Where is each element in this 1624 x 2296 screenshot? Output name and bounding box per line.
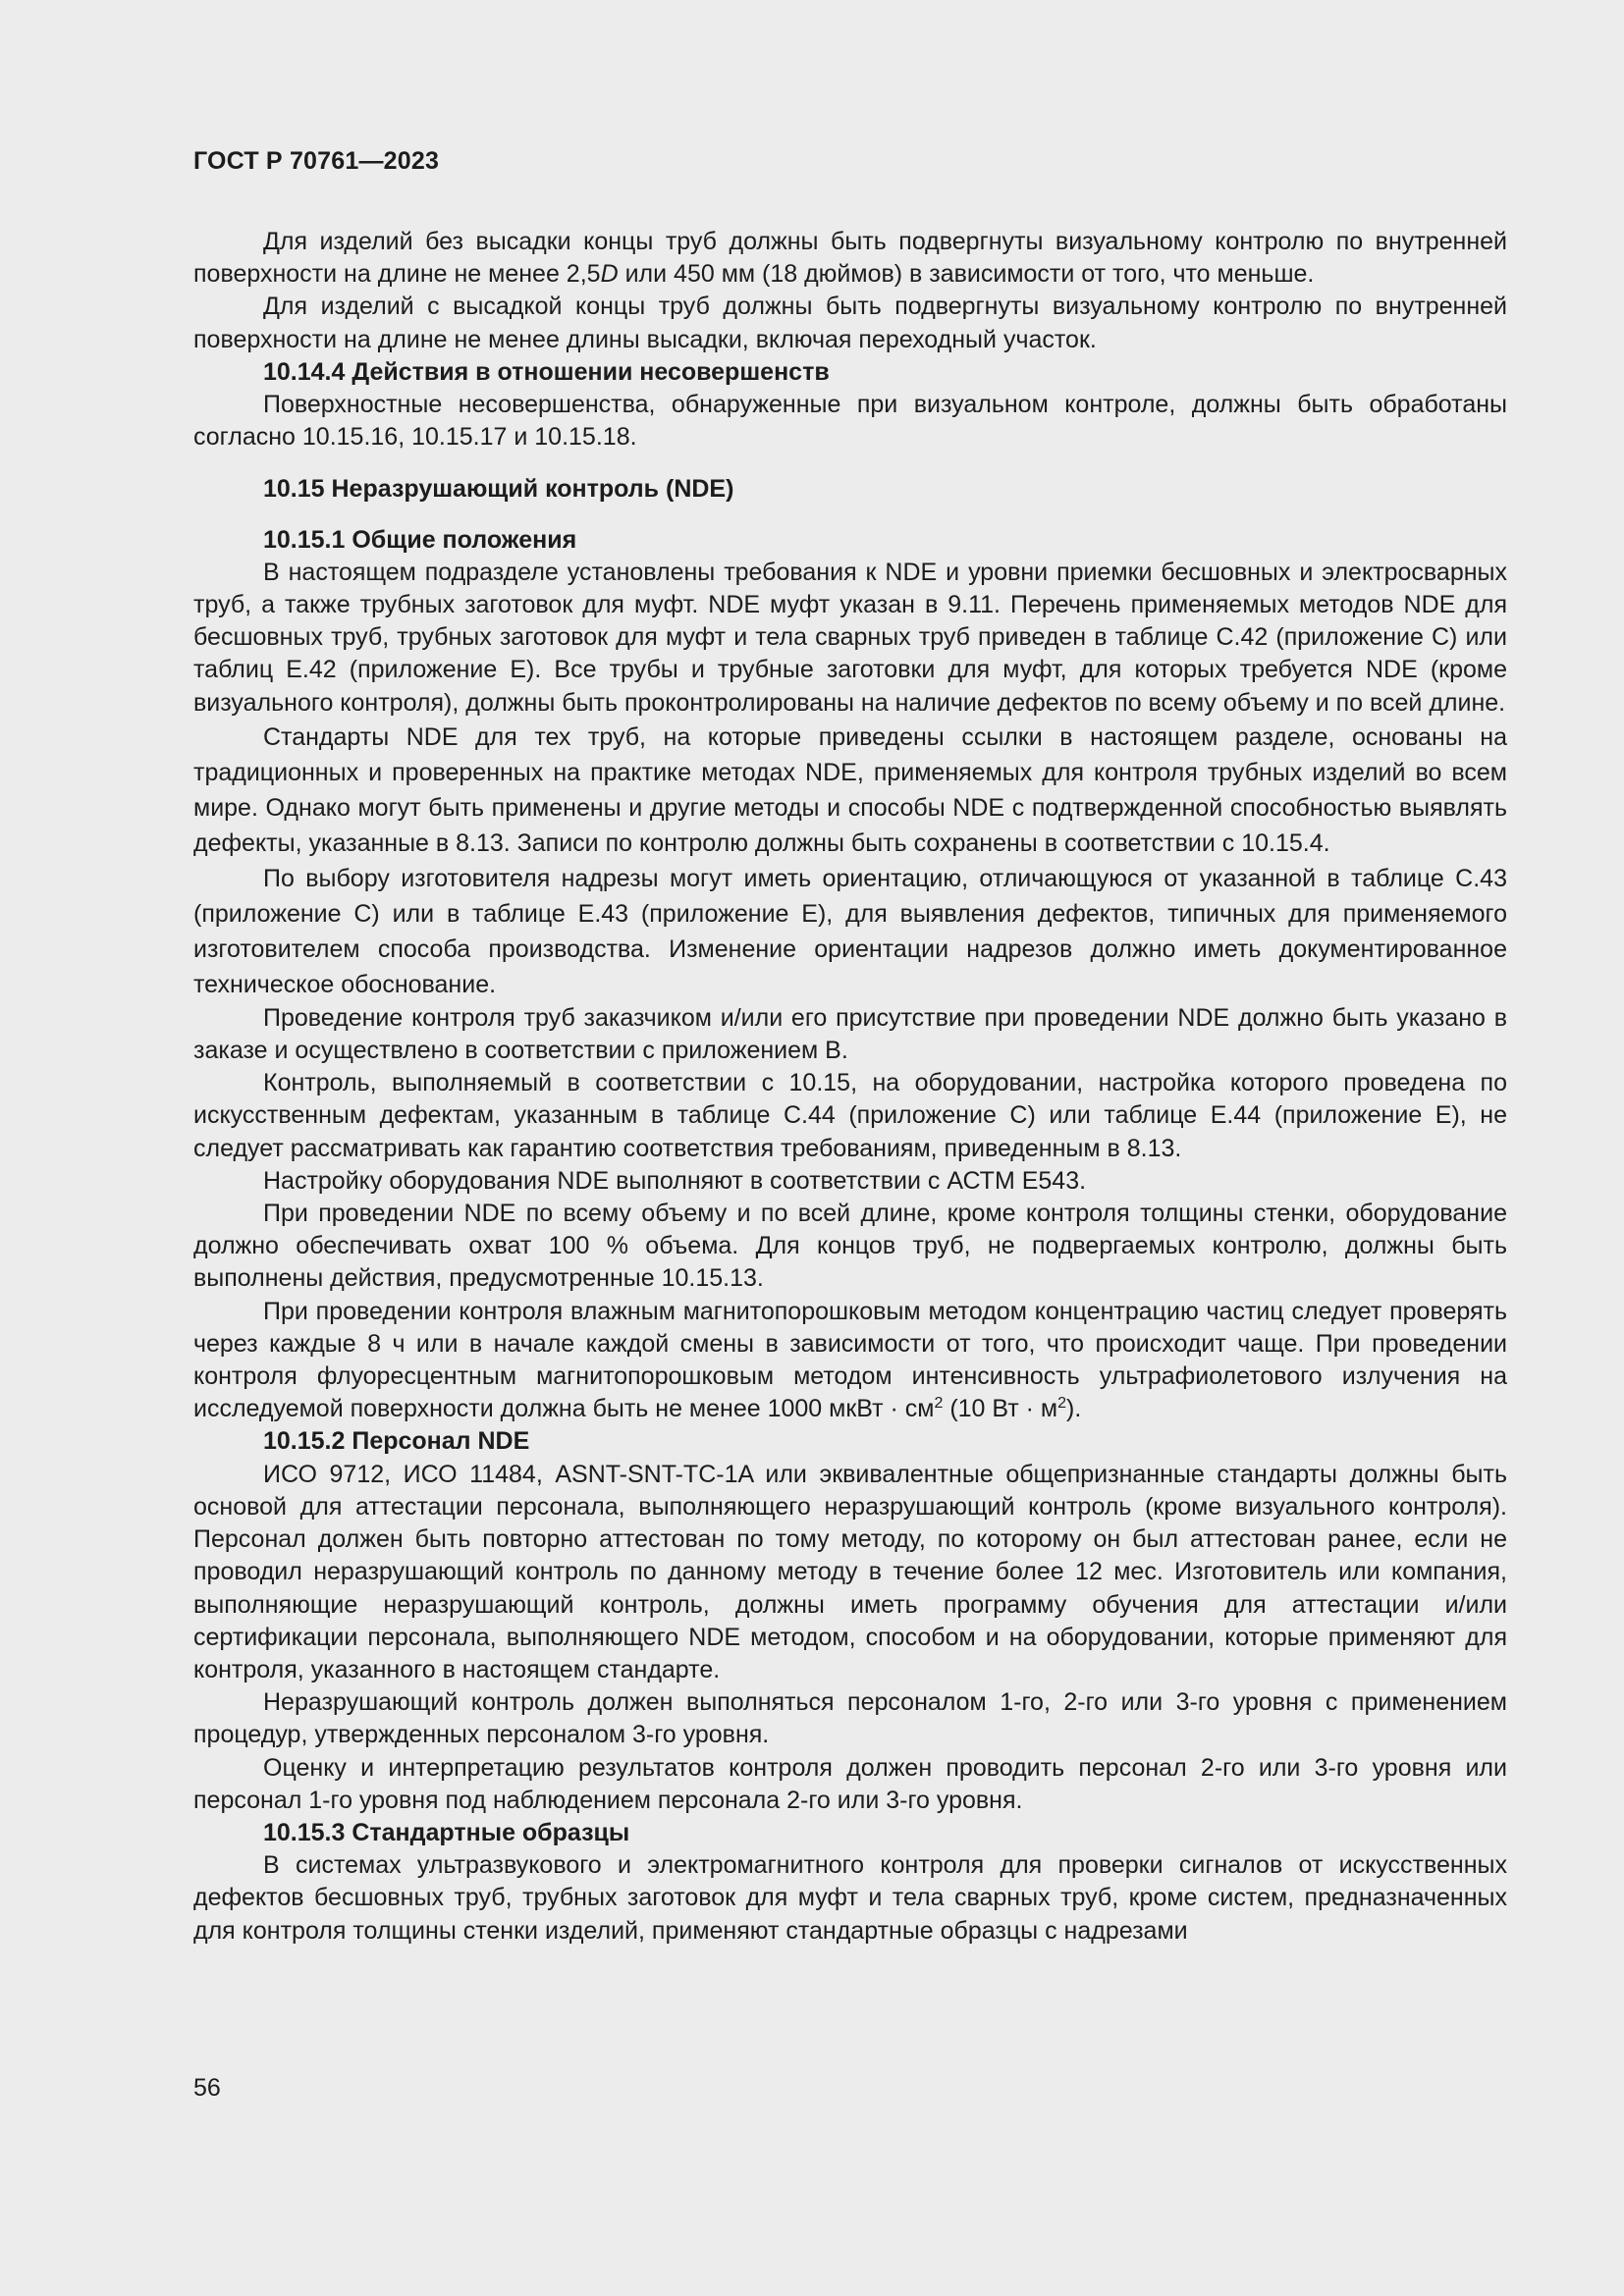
paragraph: Проведение контроля труб заказчиком и/или его присутствие при проведении NDE должно быть указано в заказе и осуществлено в соответствии с приложением В.	[193, 1003, 1507, 1065]
section-heading: 10.15 Неразрушающий контроль (NDE)	[263, 475, 734, 504]
section-heading: 10.14.4 Действия в отношении несовершенств	[263, 357, 830, 386]
paragraph: Неразрушающий контроль должен выполняться персоналом 1-го, 2-го или 3-го уровня с применением процедур, утвержденных персоналом 3-го уровня.	[193, 1688, 1507, 1749]
document-body	[193, 226, 1507, 1948]
page-number: 56	[193, 2074, 221, 2102]
paragraph: Поверхностные несовершенства, обнаруженные при визуальном контроле, должны быть обработаны согласно 10.15.16, 10.15.17 и 10.15.18.	[193, 391, 1507, 452]
paragraph: При проведении контроля влажным магнитопорошковым методом концентрацию частиц следует проверять через каждые 8 ч или в начале каждой смены в зависимости от того, что происходит чаще. При проведении контроля флуоресцентным магнитопорошковым методом интенсивность ультрафиолетового излучения на исследуемой поверхности должна быть не менее 1000 мкВт · $см^2$ (10 Вт · $м^2$).	[193, 1297, 1507, 1423]
section-heading: 10.15.3 Стандартные образцы	[263, 1818, 630, 1846]
paragraph: В системах ультразвукового и электромагнитного контроля для проверки сигналов от искусственных дефектов бесшовных труб, трубных заготовок для муфт и тела сварных труб, кроме систем, предназначенных для контроля толщины стенки изделий, применяют стандартные образцы с надрезами	[193, 1851, 1507, 1945]
paragraph: Настройку оборудования NDE выполняют в соответствии с АСТМ Е543.	[263, 1166, 1087, 1195]
paragraph: ИСО 9712, ИСО 11484, ASNT-SNT-TC-1A или эквивалентные общепризнанные стандарты должны быть основой для аттестации персонала, выполняющего неразрушающий контроль (кроме визуального контроля). Персонал должен быть повторно аттестован по тому методу, по которому он был аттестован ранее, если не проводил неразрушающий контроль по данному методу в течение более 12 мес. Изготовитель или компания, выполняющие неразрушающий контроль, должны иметь программу обучения для аттестации и/или сертификации персонала, выполняющего NDE методом, способом и на оборудовании, которые применяют для контроля, указанного в настоящем стандарте.	[193, 1460, 1507, 1683]
paragraph: Контроль, выполняемый в соответствии с 10.15, на оборудовании, настройка которого проведена по искусственным дефектам, указанным в таблице С.44 (приложение С) или таблице Е.44 (приложение Е), не следует рассматривать как гарантию соответствия требованиям, приведенным в 8.13.	[193, 1069, 1507, 1162]
document-header: ГОСТ Р 70761—2023	[193, 147, 440, 175]
section-heading: 10.15.2 Персонал NDE	[263, 1427, 530, 1456]
section-heading: 10.15.1 Общие положения	[263, 525, 577, 554]
paragraph: По выбору изготовителя надрезы могут иметь ориентацию, отличающуюся от указанной в таблице С.43 (приложение С) или в таблице Е.43 (приложение Е), для выявления дефектов, типичных для применяемого изготовителем способа производства. Изменение ориентации надрезов должно иметь документированное техническое обоснование.	[193, 864, 1507, 998]
paragraph: Стандарты NDE для тех труб, на которые приведены ссылки в настоящем разделе, основаны на традиционных и проверенных на практике методах NDE, применяемых для контроля трубных изделий во всем мире. Однако могут быть применены и другие методы и способы NDE с подтвержденной способностью выявлять дефекты, указанные в 8.13. Записи по контролю должны быть сохранены в соответствии с 10.15.4.	[193, 722, 1507, 857]
paragraph: При проведении NDE по всему объему и по всей длине, кроме контроля толщины стенки, оборудование должно обеспечивать охват 100 % объема. Для концов труб, не подвергаемых контролю, должны быть выполнены действия, предусмотренные 10.15.13.	[193, 1200, 1507, 1293]
paragraph: В настоящем подразделе установлены требования к NDE и уровни приемки бесшовных и электросварных труб, а также трубных заготовок для муфт. NDE муфт указан в 9.11. Перечень применяемых методов NDE для бесшовных труб, трубных заготовок для муфт и тела сварных труб приведен в таблице С.42 (приложение С) или таблиц Е.42 (приложение Е). Все трубы и трубные заготовки для муфт, для которых требуется NDE (кроме визуального контроля), должны быть проконтролированы на наличие дефектов по всему объему и по всей длине.	[193, 558, 1507, 717]
paragraph: Для изделий без высадки концы труб должны быть подвергнуты визуальному контролю по внутренней поверхности на длине не менее 2,5D или 450 мм (18 дюймов) в зависимости от того, что меньше.	[193, 228, 1507, 289]
paragraph: Для изделий с высадкой концы труб должны быть подвергнуты визуальному контролю по внутренней поверхности на длине не менее длины высадки, включая переходный участок.	[193, 293, 1507, 353]
paragraph: Оценку и интерпретацию результатов контроля должен проводить персонал 2-го или 3-го уровня или персонал 1-го уровня под наблюдением персонала 2-го или 3-го уровня.	[193, 1753, 1507, 1814]
